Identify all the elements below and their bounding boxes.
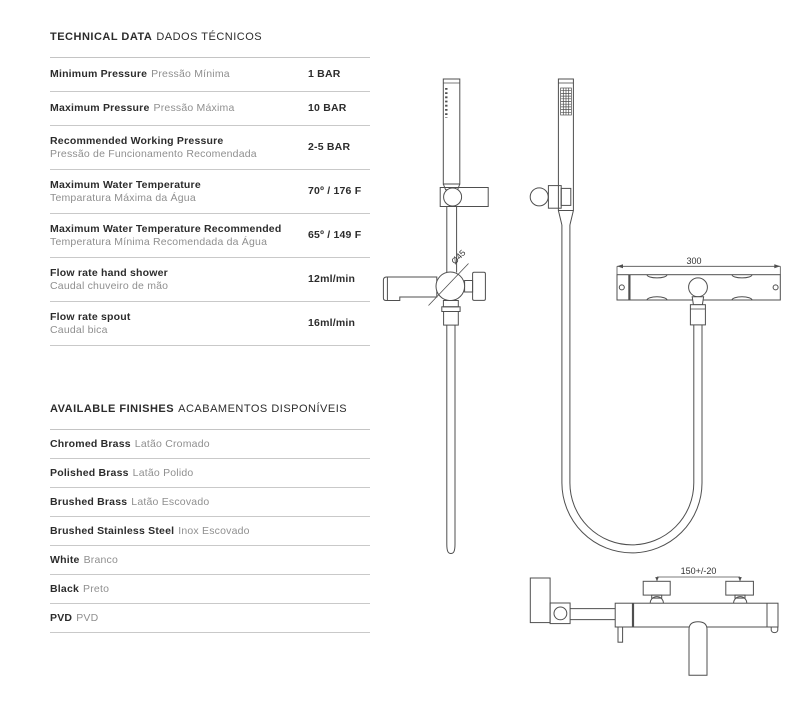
- hose-loop-inner: [570, 225, 694, 545]
- spec-label-en: Recommended Working Pressure: [50, 134, 224, 147]
- knob-neck: [465, 281, 473, 293]
- finish-label-pt: Latão Polido: [132, 466, 194, 479]
- finish-label-pt: Inox Escovado: [178, 524, 250, 537]
- diameter-dimension-label: Ø45: [449, 247, 468, 267]
- holder-bracket-outer: [561, 188, 571, 205]
- wall-union-right: [726, 581, 754, 595]
- spec-label-en: Minimum Pressure: [50, 68, 148, 80]
- available-finishes-title-en: AVAILABLE FINISHES: [50, 403, 175, 415]
- drawing-mixer-front: [530, 566, 778, 675]
- rail-knob-side: [554, 607, 567, 620]
- spec-label-pt: Temperatura Mínima Recomendada da Água: [50, 235, 268, 248]
- available-finishes-title-pt: ACABAMENTOS DISPONÍVEIS: [178, 403, 348, 415]
- spout: [383, 277, 436, 301]
- finish-label-pt: Preto: [83, 582, 110, 595]
- spacing-arrow-right: [738, 577, 742, 581]
- spec-value: 2-5 BAR: [308, 141, 351, 153]
- holder-knob-side: [530, 188, 548, 206]
- spec-value: 70º / 176 F: [308, 185, 362, 197]
- spec-label-en: Maximum Water Temperature Recommended: [50, 222, 282, 235]
- spec-value: 12ml/min: [308, 273, 356, 285]
- spec-value: 16ml/min: [308, 317, 356, 329]
- hose-nut-body: [444, 312, 459, 326]
- finish-label-en: Black: [50, 582, 80, 595]
- drawing-front-view: [383, 79, 488, 554]
- handle-to-hose-taper: [558, 211, 573, 226]
- finish-label-en: White: [50, 553, 80, 566]
- valve-outlet-neck: [443, 301, 458, 307]
- handle-arc-left: [647, 275, 667, 300]
- spec-label-en: Maximum Pressure: [50, 102, 150, 114]
- dim-arrow-left: [617, 264, 623, 268]
- spec-label-pt: Pressão Mínima: [151, 68, 230, 80]
- spacing-dimension-label: 150+/-20: [680, 566, 717, 576]
- finish-label-en: Brushed Brass: [50, 495, 128, 508]
- spec-label-pt: Pressão Máxima: [153, 102, 235, 114]
- spec-label-en: Flow rate hand shower: [50, 266, 168, 279]
- spacing-arrow-left: [655, 577, 659, 581]
- finish-label-pt: Branco: [83, 553, 119, 566]
- screw-hole-right: [773, 285, 778, 290]
- spec-label-pt: Pressão de Funcionamento Recomendada: [50, 147, 257, 160]
- width-dimension-label: 300: [686, 255, 702, 266]
- finish-label-pt: Latão Escovado: [131, 495, 210, 508]
- drawing-top-view: [617, 256, 780, 325]
- spec-label-pt: Caudal bica: [50, 323, 108, 336]
- spec-label-pt: Caudal chuveiro de mão: [50, 279, 169, 292]
- finish-label-en: Polished Brass: [50, 466, 129, 479]
- hose-stub: [618, 627, 623, 642]
- hose-outlet-boss: [689, 278, 708, 297]
- wall-union-left: [643, 581, 670, 595]
- holder-bracket-inner: [548, 186, 561, 209]
- spec-label-pt: Temparatura Máxima da Água: [50, 191, 196, 204]
- rail-plate-side: [530, 578, 550, 623]
- slider-knob: [444, 188, 462, 206]
- spec-value: 10 BAR: [308, 102, 347, 114]
- spray-face-grid: [561, 88, 572, 115]
- handle-arc-right: [732, 275, 752, 300]
- finish-label-en: PVD: [50, 611, 73, 624]
- dim-arrow-right: [774, 264, 780, 268]
- hose-nut-lip: [442, 307, 460, 312]
- technical-data-title-en: TECHNICAL DATA: [50, 31, 153, 43]
- outlet-neck: [692, 297, 703, 305]
- spec-label-en: Maximum Water Temperature: [50, 178, 201, 191]
- valve-body: [436, 272, 465, 301]
- hand-shower-handle-front: [443, 79, 460, 184]
- finish-label-pt: PVD: [76, 611, 99, 624]
- end-nub: [771, 627, 778, 633]
- spec-value: 65º / 149 F: [308, 229, 362, 241]
- finish-label-en: Brushed Stainless Steel: [50, 524, 175, 537]
- spec-label-en: Flow rate spout: [50, 310, 131, 323]
- drawing-side-view: [530, 79, 702, 553]
- hose-nut-top-view: [690, 305, 705, 325]
- hose-loop-outer: [562, 225, 702, 553]
- spec-value: 1 BAR: [308, 68, 341, 80]
- tub-spout: [689, 622, 707, 675]
- screw-hole-left: [619, 285, 624, 290]
- technical-data-title-pt: DADOS TÉCNICOS: [156, 31, 263, 43]
- finish-label-en: Chromed Brass: [50, 437, 131, 450]
- temperature-knob: [473, 272, 486, 300]
- finish-label-pt: Latão Cromado: [134, 437, 210, 450]
- hose-straight: [447, 325, 455, 553]
